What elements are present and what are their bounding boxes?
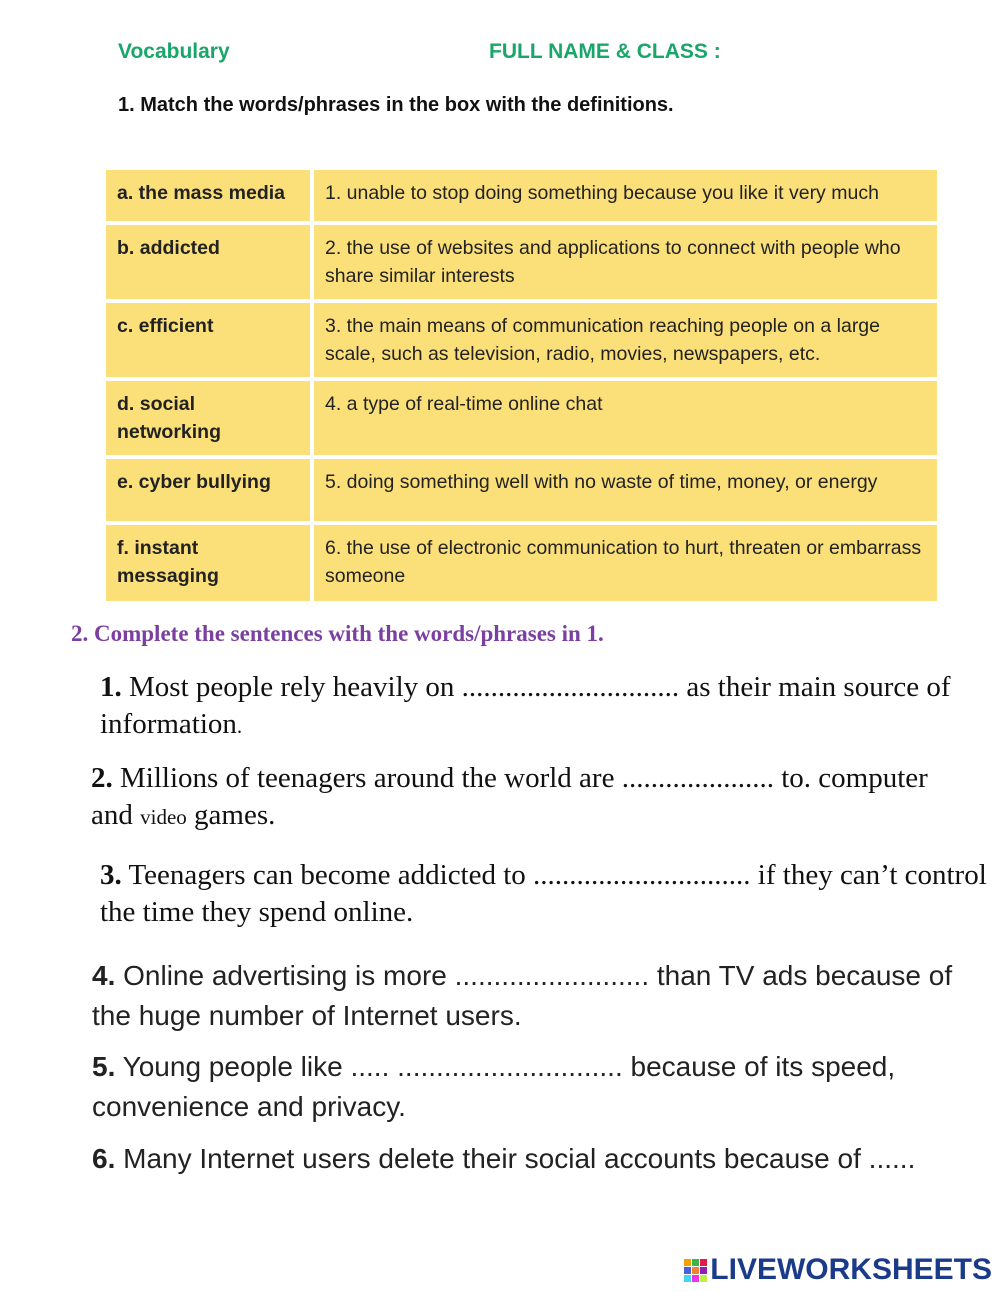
exercise1-instruction: 1. Match the words/phrases in the box with the definitions. xyxy=(118,94,674,116)
definition-cell: 3. the main means of communication reaching people on a large scale, such as television, radio, movies, newspapers, etc. xyxy=(312,301,937,379)
definition-cell: 5. doing something well with no waste of time, money, or energy xyxy=(312,457,937,523)
sentence-text: Teenagers can become addicted to .............................. if they can’t control the time they spend online. xyxy=(100,859,987,928)
sentence-text: video xyxy=(140,805,187,829)
sentence-5 xyxy=(92,1047,972,1127)
sentence-number: 3. xyxy=(100,859,122,891)
word-cell: e. cyber bullying xyxy=(106,457,312,523)
definition-cell: 4. a type of real-time online chat xyxy=(312,379,937,457)
logo-square xyxy=(684,1275,691,1282)
logo-grid-icon xyxy=(684,1259,707,1282)
vocabulary-heading: Vocabulary xyxy=(118,40,230,63)
definition-cell: 6. the use of electronic communication to hurt, threaten or embarrass someone xyxy=(312,523,937,603)
sentence-1 xyxy=(100,669,960,745)
logo-square xyxy=(684,1267,691,1274)
sentence-6 xyxy=(92,1139,982,1179)
definition-cell: 2. the use of websites and applications to connect with people who share similar interests xyxy=(312,223,937,301)
table-row xyxy=(106,379,937,457)
word-cell: a. the mass media xyxy=(106,170,312,223)
sentence-text: Millions of teenagers around the world are ..................... to. computer and xyxy=(91,762,928,831)
sentence-number: 2. xyxy=(91,762,113,794)
logo-square xyxy=(692,1259,699,1266)
definition-cell: 1. unable to stop doing something because you like it very much xyxy=(312,170,937,223)
sentence-text: . xyxy=(236,714,243,738)
logo-square xyxy=(684,1259,691,1266)
word-cell: f. instant messaging xyxy=(106,523,312,603)
sentence-number: 1. xyxy=(100,671,122,703)
liveworksheets-logo xyxy=(684,1253,992,1287)
logo-square xyxy=(700,1275,707,1282)
match-table xyxy=(106,170,937,605)
word-cell: d. social networking xyxy=(106,379,312,457)
table-row xyxy=(106,457,937,523)
table-row xyxy=(106,523,937,603)
word-cell: c. efficient xyxy=(106,301,312,379)
exercise2-instruction: 2. Complete the sentences with the words/phrases in 1. xyxy=(71,621,604,646)
sentence-text: Young people like ..... ............................. because of its speed, convenience and privacy. xyxy=(92,1051,896,1122)
sentence-3 xyxy=(100,857,1000,931)
table-row xyxy=(106,223,937,301)
sentence-text: Most people rely heavily on .............................. as their main source of information xyxy=(100,671,951,740)
sentence-4 xyxy=(92,956,972,1036)
table-row xyxy=(106,170,937,223)
logo-square xyxy=(700,1267,707,1274)
logo-square xyxy=(700,1259,707,1266)
sentence-text: Many Internet users delete their social accounts because of ...... xyxy=(115,1143,916,1174)
table-row xyxy=(106,301,937,379)
word-cell: b. addicted xyxy=(106,223,312,301)
name-class-label: FULL NAME & CLASS : xyxy=(489,40,721,63)
sentence-number: 5. xyxy=(92,1051,116,1082)
logo-square xyxy=(692,1267,699,1274)
sentence-2 xyxy=(91,760,971,836)
sentence-number: 4. xyxy=(92,960,116,991)
sentence-number: 6. xyxy=(92,1143,116,1174)
sentence-text: Online advertising is more ......................... than TV ads because of the huge number of Internet users. xyxy=(92,960,953,1031)
logo-square xyxy=(692,1275,699,1282)
sentence-text: games. xyxy=(186,799,276,831)
logo-text: LIVEWORKSHEETS xyxy=(710,1253,992,1286)
